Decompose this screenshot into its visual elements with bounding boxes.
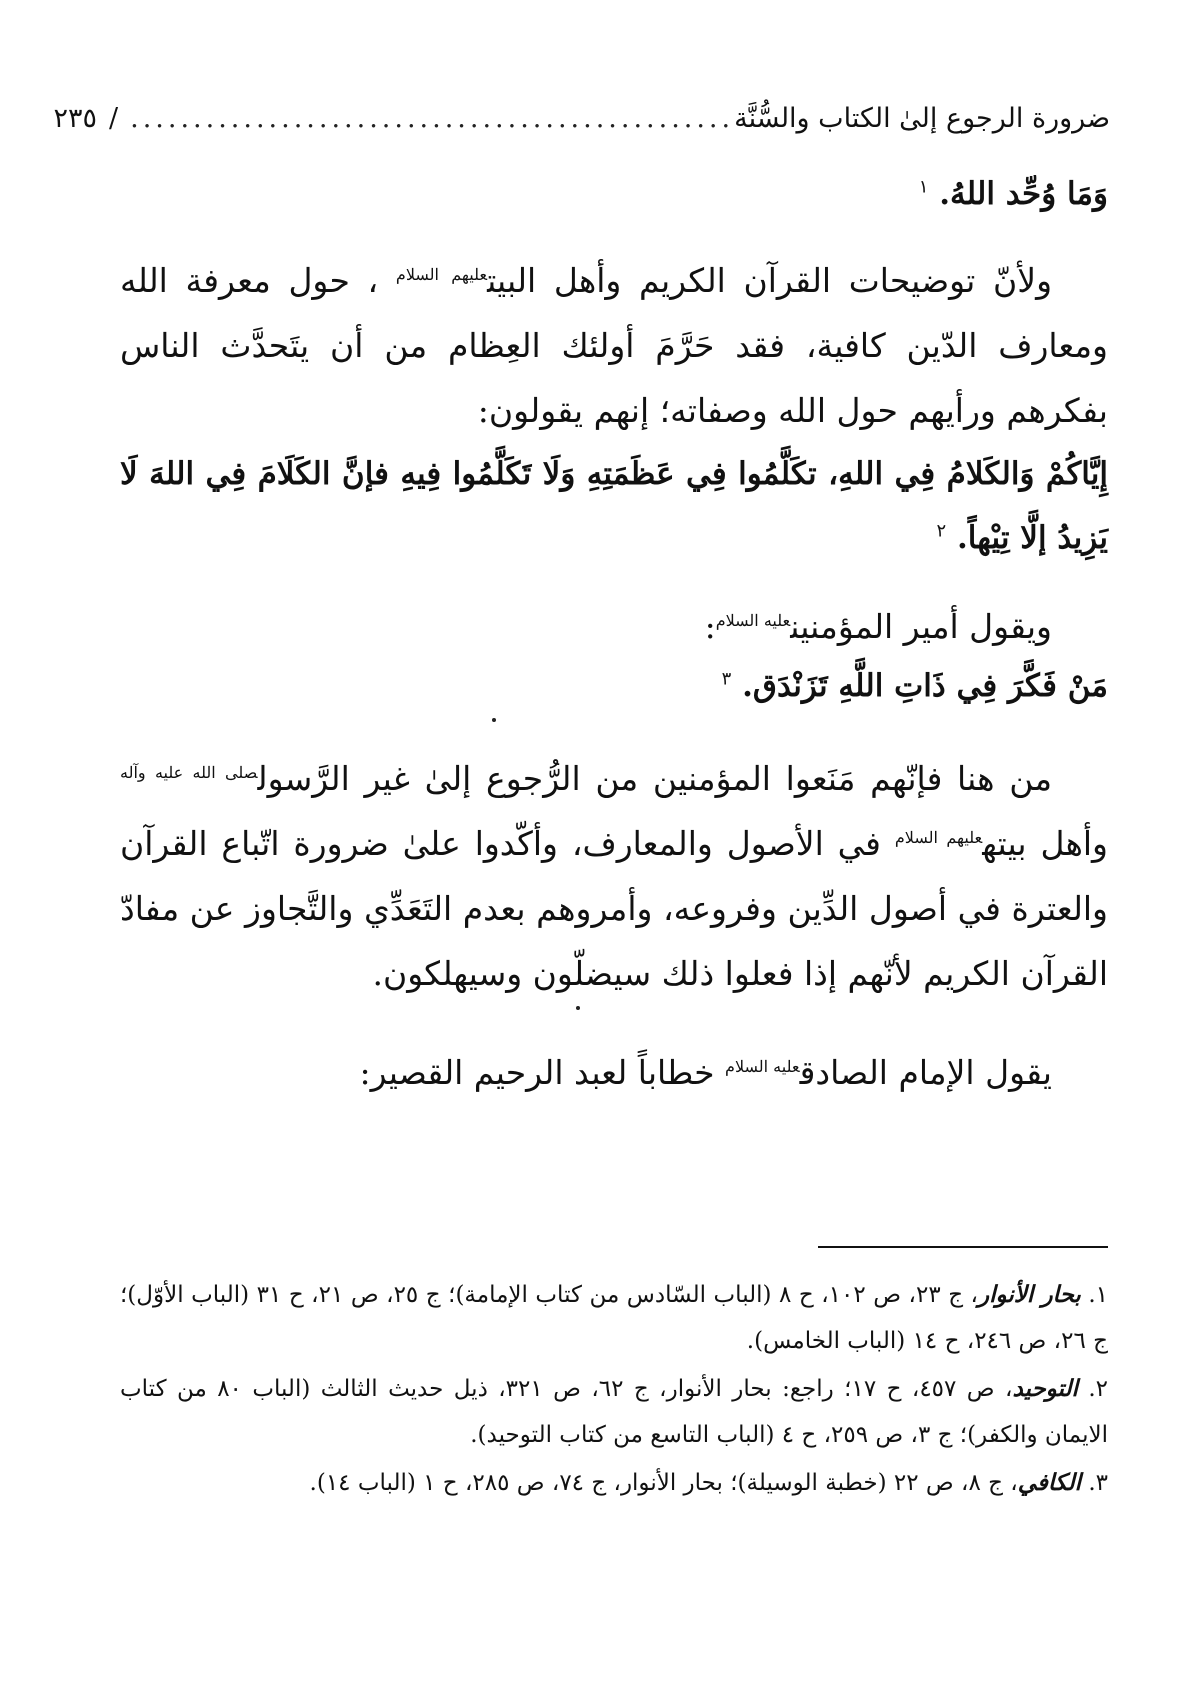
- footnote-text: ، ج ٢٣، ص ١٠٢، ح ٨ (الباب السّادس من كتاب الإمامة)؛ ج ٢٥، ص ٢١، ح ٣١ (الباب الأوّل)؛ ج ٢٦، ص ٢٤٦، ح ١٤ (الباب الخامس).: [120, 1282, 1108, 1354]
- footnote-ref-2: ٢: [936, 520, 947, 542]
- paragraph-4-text-b: خطاباً لعبد الرحيم القصير:: [359, 1053, 715, 1092]
- scan-speck: [576, 1006, 580, 1010]
- quote-1-text: وَمَا وُحِّد اللهُ.: [939, 176, 1108, 212]
- header-separator: /: [109, 103, 119, 134]
- quote-3-text: مَنْ فَكَّرَ فِي ذَاتِ اللَّهِ تَزَنْدَق.: [742, 668, 1108, 704]
- paragraph-3: [120, 746, 1108, 1006]
- paragraph-2: [120, 594, 1108, 659]
- paragraph-4: [120, 1040, 1108, 1105]
- honorific-glyph: عليهم السلام: [894, 828, 983, 847]
- paragraph-3-text-b: وأهل بيته: [982, 824, 1108, 863]
- footnote-number: ٣.: [1088, 1470, 1108, 1496]
- footnote-source: الكافي: [1017, 1469, 1082, 1496]
- footnote-1: [120, 1272, 1108, 1364]
- quote-2: [120, 442, 1108, 570]
- paragraph-1: [120, 248, 1108, 443]
- paragraph-2-text-a: ويقول أمير المؤمنين: [790, 607, 1052, 646]
- footnote-text: ، ص ٤٥٧، ح ١٧؛ راجع: بحار الأنوار، ج ٦٢، ص ٣٢١، ذيل حديث الثالث (الباب ٨٠ من كتاب الايمان والكفر)؛ ج ٣، ص ٢٥٩، ح ٤ (الباب التاسع من كتاب التوحيد).: [120, 1376, 1108, 1448]
- quote-1: [120, 162, 1108, 226]
- footnote-number: ٢.: [1088, 1376, 1108, 1402]
- footnote-ref-1: ١: [918, 176, 929, 198]
- paragraph-4-text-a: يقول الإمام الصادق: [799, 1053, 1052, 1092]
- paragraph-1-text-b: ، حول معرفة الله ومعارف الدّين كافية، فقد حَرَّمَ أولئك العِظام من أن يتَحدَّث الناس بفكرهم ورأيهم حول الله وصفاته؛ إنهم يقولون:: [120, 261, 1108, 430]
- honorific-glyph: عليهم السلام: [395, 265, 488, 284]
- footnote-source: التوحيد: [1012, 1375, 1078, 1402]
- footnote-number: ١.: [1088, 1282, 1109, 1308]
- paragraph-3-text-c: في الأصول والمعارف، وأكّدوا علىٰ ضرورة اتّباع القرآن والعترة في أصول الدِّين وفروعه، وأمروهم بعدم التَعَدِّي والتَّجاوز عن مفادّ القرآن الكريم لأنّهم إذا فعلوا ذلك سيضلّون وسيهلكون.: [120, 824, 1108, 993]
- paragraph-1-text-a: ولأنّ توضيحات القرآن الكريم وأهل البيت: [487, 261, 1053, 300]
- footnote-2: [120, 1366, 1108, 1458]
- page-number: ٢٣٥: [53, 103, 98, 134]
- footnote-text: ، ج ٨، ص ٢٢ (خطبة الوسيلة)؛ بحار الأنوار، ج ٧٤، ص ٢٨٥، ح ١ (الباب ١٤).: [309, 1470, 1018, 1496]
- honorific-glyph: عليه السلام: [725, 1057, 800, 1076]
- footnote-source: بحار الأنوار: [977, 1281, 1081, 1308]
- paragraph-3-text-a: من هنا فإنّهم مَنَعوا المؤمنين من الرُّجوع إلىٰ غير الرَّسول: [257, 759, 1052, 798]
- running-header: [53, 88, 1110, 134]
- footnote-3: [120, 1460, 1108, 1506]
- header-title: ضرورة الرجوع إلىٰ الكتاب والسُّنَّة: [734, 103, 1110, 134]
- honorific-glyph: صلى الله عليه وآله: [120, 763, 258, 782]
- honorific-glyph: عليه السلام: [715, 611, 791, 630]
- footnotes: [120, 1272, 1108, 1508]
- quote-2-text: إِيَّاكُمْ وَالكَلامُ فِي اللهِ، تكَلَّمُوا فِي عَظَمَتِهِ وَلَا تَكَلَّمُوا فِيهِ فإنَّ الكَلَامَ فِي اللهَ لَا يَزِيدُ إلَّا تِيْهاً.: [120, 456, 1108, 556]
- footnote-divider: [818, 1246, 1108, 1248]
- header-leader-dots: ................................................: [130, 103, 735, 134]
- paragraph-2-text-b: :: [704, 607, 716, 646]
- footnote-ref-3: ٣: [721, 668, 732, 690]
- quote-3: [120, 654, 1108, 718]
- scan-speck: [492, 718, 496, 722]
